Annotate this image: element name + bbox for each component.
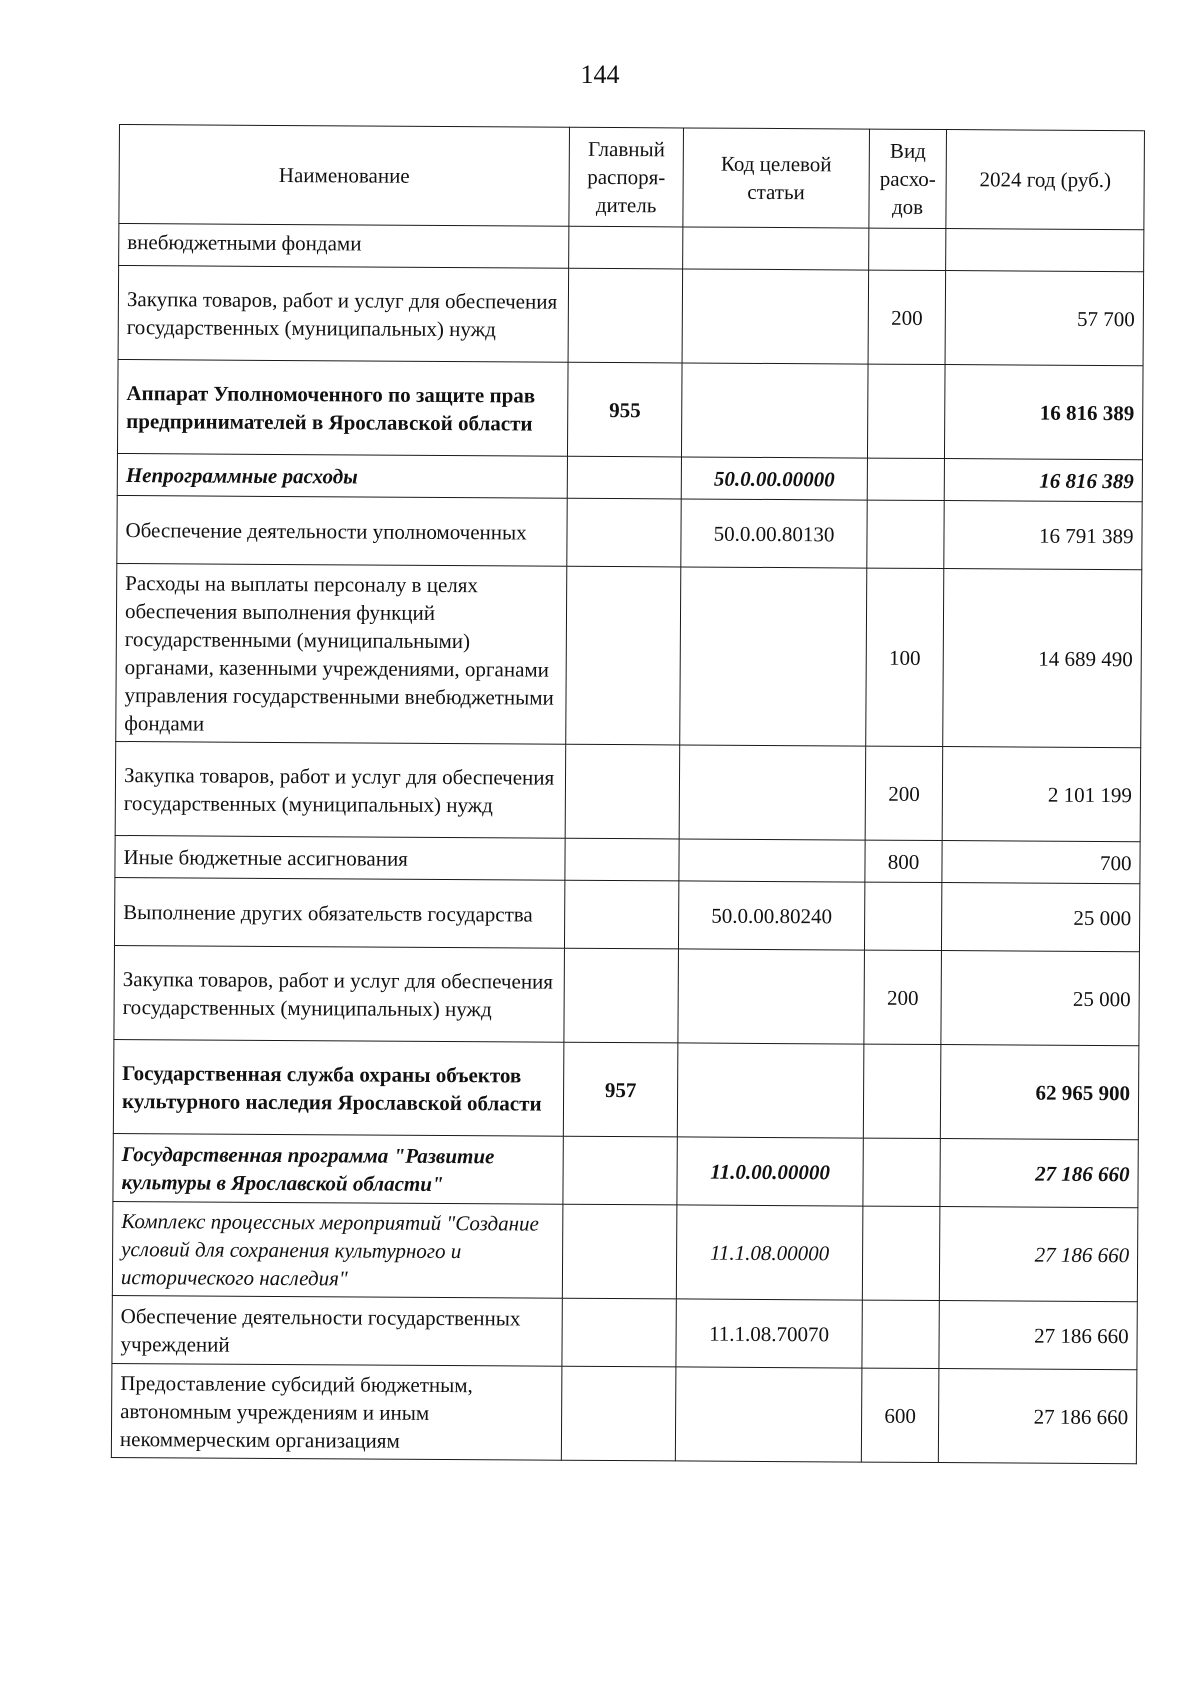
table-row-program (113, 1133, 1138, 1207)
row-type (863, 1044, 941, 1138)
table-row (116, 563, 1142, 747)
row-code (682, 269, 868, 364)
row-name: Обеспечение деятельности уполномоченных (117, 495, 568, 566)
header-row (119, 125, 1145, 230)
table-row-section (113, 1039, 1139, 1139)
row-name: Иные бюджетные ассигнования (115, 835, 565, 880)
header-name: Наименование (119, 125, 570, 227)
row-type: 100 (866, 568, 944, 746)
row-admin: 957 (563, 1042, 677, 1137)
table-row (114, 945, 1140, 1045)
table-row (117, 495, 1142, 569)
row-type: 600 (861, 1368, 939, 1462)
row-code (680, 567, 867, 746)
row-type: 800 (865, 840, 943, 882)
row-admin (567, 498, 681, 567)
row-name: Непрограммные расходы (117, 453, 567, 498)
row-amount (946, 229, 1144, 272)
table-row (119, 224, 1144, 272)
row-admin (565, 838, 679, 881)
row-admin (564, 948, 678, 1043)
row-name: Предоставление субсидий бюджетным, автономным учреждениям и иным некоммерческим организациям (111, 1363, 562, 1460)
row-name: Расходы на выплаты персоналу в целях обеспечения выполнения функций государственными (муниципальными) органами, казенными учреждениями, органами управления государственными внебюджетными фондами (116, 563, 567, 744)
table-row-program (117, 453, 1142, 501)
row-code (683, 227, 869, 270)
row-name: Государственная программа "Развитие культуры в Ярославской области" (113, 1133, 564, 1204)
row-name: Государственная служба охраны объектов культурного наследия Ярославской области (113, 1039, 564, 1136)
row-type (862, 1206, 940, 1300)
row-name: внебюджетными фондами (119, 224, 569, 269)
row-amount: 16 816 389 (944, 459, 1142, 502)
row-code: 11.0.00.00000 (677, 1137, 863, 1206)
row-code: 11.1.08.70070 (676, 1299, 862, 1368)
table-row (115, 741, 1141, 841)
row-amount: 27 186 660 (939, 1369, 1137, 1464)
table-header (119, 125, 1145, 230)
row-type (867, 500, 945, 568)
row-admin (563, 1204, 677, 1299)
row-code (675, 1367, 861, 1462)
row-name: Аппарат Уполномоченного по защите прав предпринимателей в Ярославской области (117, 359, 568, 456)
row-amount: 62 965 900 (941, 1045, 1139, 1140)
row-name: Закупка товаров, работ и услуг для обеспечения государственных (муниципальных) нужд (115, 741, 566, 838)
header-admin: Главный распоря-дитель (569, 127, 683, 227)
row-code (678, 949, 864, 1044)
row-name: Закупка товаров, работ и услуг для обеспечения государственных (муниципальных) нужд (114, 945, 565, 1042)
row-admin: 955 (568, 362, 682, 457)
row-amount: 27 186 660 (939, 1301, 1137, 1370)
row-amount: 16 791 389 (944, 501, 1142, 570)
row-type (867, 364, 945, 458)
row-amount: 25 000 (942, 883, 1140, 952)
header-code: Код целевой статьи (683, 128, 869, 228)
row-amount: 27 186 660 (940, 1139, 1138, 1208)
table-row (111, 1363, 1137, 1463)
row-amount: 16 816 389 (945, 365, 1143, 460)
row-admin (562, 1298, 676, 1367)
row-code: 50.0.00.80130 (681, 499, 867, 568)
row-code (682, 363, 868, 458)
row-type: 200 (864, 950, 942, 1044)
row-amount: 27 186 660 (940, 1207, 1138, 1302)
row-amount: 25 000 (941, 951, 1139, 1046)
row-name: Выполнение других обязательств государства (114, 877, 565, 948)
table-row-complex (112, 1201, 1138, 1301)
row-amount: 2 101 199 (942, 747, 1140, 842)
row-type (867, 458, 945, 500)
row-amount: 14 689 490 (943, 569, 1142, 748)
row-type: 200 (865, 746, 943, 840)
row-type: 200 (868, 270, 946, 364)
page-number: 144 (580, 60, 620, 89)
table-row-section (117, 359, 1143, 459)
row-admin (563, 1136, 677, 1205)
table-body (111, 224, 1144, 1464)
row-admin (569, 226, 683, 269)
row-code: 50.0.00.00000 (681, 457, 867, 500)
row-code: 50.0.00.80240 (679, 881, 865, 950)
header-type: Вид расхо-дов (869, 129, 947, 228)
row-admin (566, 566, 681, 745)
row-code (679, 839, 865, 882)
row-code (677, 1043, 863, 1138)
header-amount: 2024 год (руб.) (946, 130, 1144, 230)
row-admin (565, 880, 679, 949)
row-code: 11.1.08.00000 (676, 1205, 862, 1300)
table-row (112, 1295, 1137, 1369)
row-admin (565, 744, 679, 839)
row-name: Закупка товаров, работ и услуг для обеспечения государственных (муниципальных) нужд (118, 266, 569, 363)
row-type (862, 1300, 940, 1368)
row-name: Обеспечение деятельности государственных учреждений (112, 1295, 563, 1366)
table-row (115, 835, 1140, 883)
table-row (114, 877, 1139, 951)
row-type (863, 1138, 941, 1206)
row-code (679, 745, 865, 840)
row-amount: 700 (942, 841, 1140, 884)
row-name: Комплекс процессных мероприятий "Создание условий для сохранения культурного и исторического наследия" (112, 1201, 563, 1298)
row-amount: 57 700 (945, 271, 1143, 366)
row-admin (562, 1366, 676, 1461)
budget-table (111, 124, 1145, 1464)
row-type (864, 882, 942, 950)
row-type (869, 228, 947, 270)
row-admin (568, 268, 682, 363)
row-admin (567, 456, 681, 499)
table-row (118, 266, 1144, 366)
